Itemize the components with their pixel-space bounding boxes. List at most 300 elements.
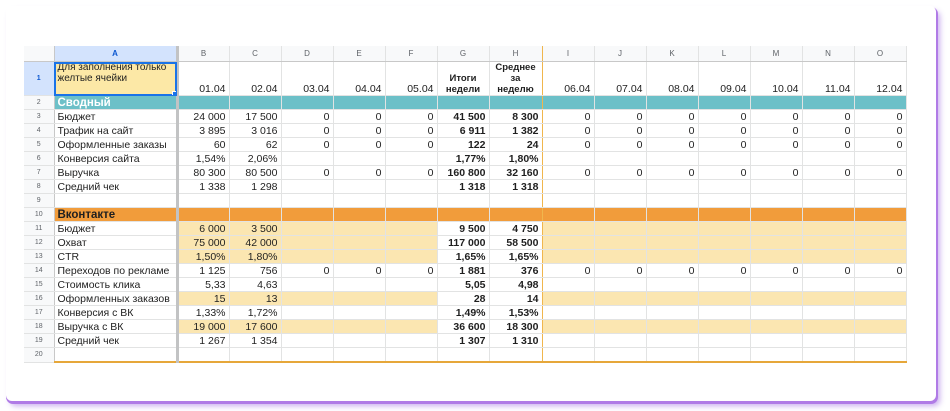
row-number-2[interactable]: 2 [24, 96, 54, 110]
cell[interactable] [229, 208, 281, 222]
day-value-cell[interactable] [646, 278, 698, 292]
day-value-cell[interactable]: 17 600 [229, 320, 281, 334]
column-header-H[interactable]: H [489, 46, 542, 62]
cell[interactable] [594, 208, 646, 222]
row-label[interactable]: Бюджет [54, 222, 177, 236]
day-value-cell[interactable] [802, 320, 854, 334]
day-value-cell[interactable] [750, 250, 802, 264]
cell[interactable] [437, 208, 489, 222]
day-value-cell[interactable] [750, 306, 802, 320]
row-label[interactable]: Трафик на сайт [54, 124, 177, 138]
week-total-cell[interactable]: 1 881 [437, 264, 489, 278]
day-value-cell[interactable] [854, 180, 906, 194]
row-number-14[interactable]: 14 [24, 264, 54, 278]
day-value-cell[interactable]: 0 [333, 166, 385, 180]
week-total-cell[interactable]: 41 500 [437, 110, 489, 124]
day-value-cell[interactable]: 0 [542, 138, 594, 152]
row-label[interactable]: Оформленные заказы [54, 138, 177, 152]
day-value-cell[interactable]: 42 000 [229, 236, 281, 250]
day-value-cell[interactable] [333, 152, 385, 166]
week-total-cell[interactable]: 1 318 [437, 180, 489, 194]
day-value-cell[interactable] [698, 292, 750, 306]
cell[interactable] [437, 348, 489, 363]
day-value-cell[interactable] [698, 250, 750, 264]
week-total-cell[interactable]: 36 600 [437, 320, 489, 334]
cell[interactable] [437, 194, 489, 208]
row-number-3[interactable]: 3 [24, 110, 54, 124]
day-value-cell[interactable]: 0 [854, 166, 906, 180]
week-total-cell[interactable]: 1,65% [437, 250, 489, 264]
day-value-cell[interactable]: 0 [854, 110, 906, 124]
cell[interactable] [646, 96, 698, 110]
day-value-cell[interactable] [854, 334, 906, 348]
day-value-cell[interactable]: 0 [802, 110, 854, 124]
row-number-1[interactable]: 1 [24, 62, 54, 96]
day-value-cell[interactable] [594, 292, 646, 306]
day-value-cell[interactable]: 1 298 [229, 180, 281, 194]
day-value-cell[interactable]: 1 125 [177, 264, 229, 278]
week-average-cell[interactable]: 32 160 [489, 166, 542, 180]
day-value-cell[interactable] [750, 320, 802, 334]
cell[interactable] [698, 208, 750, 222]
day-value-cell[interactable] [698, 278, 750, 292]
row-number-19[interactable]: 19 [24, 334, 54, 348]
day-value-cell[interactable] [385, 180, 437, 194]
day-value-cell[interactable] [854, 152, 906, 166]
day-value-cell[interactable]: 0 [802, 138, 854, 152]
row-number-13[interactable]: 13 [24, 250, 54, 264]
day-value-cell[interactable] [542, 334, 594, 348]
week-average-cell[interactable]: 1,80% [489, 152, 542, 166]
select-all-corner[interactable] [24, 46, 54, 62]
day-value-cell[interactable]: 62 [229, 138, 281, 152]
section-summary-title[interactable]: Сводный [54, 96, 177, 110]
cell[interactable] [229, 96, 281, 110]
day-value-cell[interactable] [333, 334, 385, 348]
week-total-cell[interactable]: 117 000 [437, 236, 489, 250]
date-header-cell[interactable]: 04.04 [333, 62, 385, 96]
column-header-G[interactable]: G [437, 46, 489, 62]
day-value-cell[interactable]: 0 [698, 110, 750, 124]
row-number-11[interactable]: 11 [24, 222, 54, 236]
row-number-12[interactable]: 12 [24, 236, 54, 250]
day-value-cell[interactable]: 0 [698, 166, 750, 180]
day-value-cell[interactable]: 2,06% [229, 152, 281, 166]
cell[interactable] [854, 96, 906, 110]
row-number-18[interactable]: 18 [24, 320, 54, 334]
day-value-cell[interactable] [646, 180, 698, 194]
cell[interactable] [802, 194, 854, 208]
cell[interactable] [281, 208, 333, 222]
day-value-cell[interactable] [542, 320, 594, 334]
day-value-cell[interactable] [281, 236, 333, 250]
cell[interactable] [54, 348, 177, 363]
day-value-cell[interactable]: 0 [594, 110, 646, 124]
row-label[interactable]: Выручка с ВК [54, 320, 177, 334]
day-value-cell[interactable]: 0 [594, 124, 646, 138]
day-value-cell[interactable]: 24 000 [177, 110, 229, 124]
selected-cell-instructions[interactable]: Для заполнения только желтые ячейки [54, 62, 177, 96]
day-value-cell[interactable] [333, 278, 385, 292]
column-header-E[interactable]: E [333, 46, 385, 62]
date-header-cell[interactable]: 05.04 [385, 62, 437, 96]
day-value-cell[interactable]: 80 300 [177, 166, 229, 180]
cell[interactable] [489, 208, 542, 222]
day-value-cell[interactable] [698, 306, 750, 320]
cell[interactable] [698, 194, 750, 208]
day-value-cell[interactable]: 1,54% [177, 152, 229, 166]
day-value-cell[interactable] [385, 250, 437, 264]
day-value-cell[interactable] [594, 152, 646, 166]
cell[interactable] [542, 348, 594, 363]
day-value-cell[interactable]: 0 [594, 264, 646, 278]
week-total-header[interactable]: Итоги недели [437, 62, 489, 96]
day-value-cell[interactable] [385, 278, 437, 292]
day-value-cell[interactable]: 0 [333, 110, 385, 124]
day-value-cell[interactable] [594, 334, 646, 348]
cell[interactable] [646, 208, 698, 222]
day-value-cell[interactable]: 3 016 [229, 124, 281, 138]
day-value-cell[interactable] [750, 292, 802, 306]
cell[interactable] [489, 348, 542, 363]
day-value-cell[interactable]: 0 [646, 110, 698, 124]
day-value-cell[interactable] [854, 222, 906, 236]
row-label[interactable]: Оформленных заказов [54, 292, 177, 306]
day-value-cell[interactable]: 0 [281, 264, 333, 278]
week-average-cell[interactable]: 24 [489, 138, 542, 152]
day-value-cell[interactable] [698, 222, 750, 236]
day-value-cell[interactable] [594, 278, 646, 292]
cell[interactable] [281, 96, 333, 110]
day-value-cell[interactable] [750, 334, 802, 348]
cell[interactable] [333, 194, 385, 208]
day-value-cell[interactable] [385, 236, 437, 250]
column-header-L[interactable]: L [698, 46, 750, 62]
date-header-cell[interactable]: 09.04 [698, 62, 750, 96]
cell[interactable] [229, 194, 281, 208]
day-value-cell[interactable] [802, 278, 854, 292]
day-value-cell[interactable]: 0 [750, 264, 802, 278]
day-value-cell[interactable]: 60 [177, 138, 229, 152]
cell[interactable] [385, 208, 437, 222]
day-value-cell[interactable]: 3 895 [177, 124, 229, 138]
day-value-cell[interactable]: 756 [229, 264, 281, 278]
day-value-cell[interactable]: 80 500 [229, 166, 281, 180]
day-value-cell[interactable]: 1,50% [177, 250, 229, 264]
day-value-cell[interactable]: 0 [802, 124, 854, 138]
day-value-cell[interactable] [333, 250, 385, 264]
day-value-cell[interactable] [646, 250, 698, 264]
week-average-cell[interactable]: 8 300 [489, 110, 542, 124]
week-total-cell[interactable]: 28 [437, 292, 489, 306]
day-value-cell[interactable]: 0 [646, 124, 698, 138]
day-value-cell[interactable] [385, 334, 437, 348]
day-value-cell[interactable]: 1 354 [229, 334, 281, 348]
day-value-cell[interactable] [802, 222, 854, 236]
week-average-cell[interactable]: 4 750 [489, 222, 542, 236]
day-value-cell[interactable] [281, 180, 333, 194]
day-value-cell[interactable]: 0 [646, 264, 698, 278]
week-average-cell[interactable]: 4,98 [489, 278, 542, 292]
row-label[interactable]: Бюджет [54, 110, 177, 124]
cell[interactable] [385, 348, 437, 363]
row-label[interactable]: Охват [54, 236, 177, 250]
date-header-cell[interactable]: 06.04 [542, 62, 594, 96]
day-value-cell[interactable]: 0 [750, 166, 802, 180]
day-value-cell[interactable] [594, 180, 646, 194]
day-value-cell[interactable] [333, 306, 385, 320]
row-number-8[interactable]: 8 [24, 180, 54, 194]
day-value-cell[interactable] [542, 278, 594, 292]
row-label[interactable]: Стоимость клика [54, 278, 177, 292]
day-value-cell[interactable]: 17 500 [229, 110, 281, 124]
day-value-cell[interactable]: 0 [802, 264, 854, 278]
day-value-cell[interactable] [594, 320, 646, 334]
day-value-cell[interactable]: 75 000 [177, 236, 229, 250]
cell[interactable] [385, 194, 437, 208]
day-value-cell[interactable]: 0 [281, 124, 333, 138]
week-total-cell[interactable]: 1,49% [437, 306, 489, 320]
day-value-cell[interactable]: 0 [854, 138, 906, 152]
day-value-cell[interactable] [385, 320, 437, 334]
date-header-cell[interactable]: 01.04 [177, 62, 229, 96]
cell[interactable] [698, 348, 750, 363]
day-value-cell[interactable] [281, 278, 333, 292]
cell[interactable] [854, 348, 906, 363]
day-value-cell[interactable] [698, 152, 750, 166]
cell[interactable] [698, 96, 750, 110]
day-value-cell[interactable] [646, 292, 698, 306]
column-header-J[interactable]: J [594, 46, 646, 62]
cell[interactable] [750, 348, 802, 363]
row-number-6[interactable]: 6 [24, 152, 54, 166]
column-header-N[interactable]: N [802, 46, 854, 62]
day-value-cell[interactable] [594, 222, 646, 236]
day-value-cell[interactable]: 6 000 [177, 222, 229, 236]
row-number-20[interactable]: 20 [24, 348, 54, 363]
week-average-cell[interactable]: 1,65% [489, 250, 542, 264]
week-total-cell[interactable]: 5,05 [437, 278, 489, 292]
week-average-cell[interactable]: 376 [489, 264, 542, 278]
day-value-cell[interactable] [385, 152, 437, 166]
day-value-cell[interactable]: 13 [229, 292, 281, 306]
cell[interactable] [437, 96, 489, 110]
day-value-cell[interactable] [750, 236, 802, 250]
day-value-cell[interactable]: 4,63 [229, 278, 281, 292]
week-total-cell[interactable]: 9 500 [437, 222, 489, 236]
column-header-O[interactable]: O [854, 46, 906, 62]
day-value-cell[interactable]: 0 [385, 138, 437, 152]
day-value-cell[interactable]: 0 [594, 166, 646, 180]
day-value-cell[interactable]: 0 [698, 138, 750, 152]
cell[interactable] [177, 348, 229, 363]
cell[interactable] [177, 208, 229, 222]
date-header-cell[interactable]: 12.04 [854, 62, 906, 96]
cell[interactable] [281, 348, 333, 363]
row-number-17[interactable]: 17 [24, 306, 54, 320]
day-value-cell[interactable] [698, 236, 750, 250]
day-value-cell[interactable] [594, 306, 646, 320]
row-label[interactable]: Средний чек [54, 180, 177, 194]
day-value-cell[interactable]: 0 [385, 264, 437, 278]
day-value-cell[interactable]: 0 [385, 166, 437, 180]
row-label[interactable]: Конверсия с ВК [54, 306, 177, 320]
row-label[interactable]: CTR [54, 250, 177, 264]
day-value-cell[interactable]: 0 [333, 138, 385, 152]
week-average-cell[interactable]: 58 500 [489, 236, 542, 250]
day-value-cell[interactable]: 5,33 [177, 278, 229, 292]
day-value-cell[interactable] [802, 306, 854, 320]
row-number-16[interactable]: 16 [24, 292, 54, 306]
column-header-M[interactable]: M [750, 46, 802, 62]
day-value-cell[interactable] [802, 236, 854, 250]
day-value-cell[interactable]: 1,72% [229, 306, 281, 320]
day-value-cell[interactable]: 0 [802, 166, 854, 180]
column-header-F[interactable]: F [385, 46, 437, 62]
day-value-cell[interactable] [281, 334, 333, 348]
day-value-cell[interactable] [281, 250, 333, 264]
column-header-C[interactable]: C [229, 46, 281, 62]
day-value-cell[interactable]: 1,80% [229, 250, 281, 264]
day-value-cell[interactable] [698, 180, 750, 194]
cell[interactable] [542, 96, 594, 110]
cell[interactable] [177, 96, 229, 110]
day-value-cell[interactable] [542, 250, 594, 264]
day-value-cell[interactable] [646, 306, 698, 320]
day-value-cell[interactable]: 0 [542, 110, 594, 124]
day-value-cell[interactable] [646, 334, 698, 348]
date-header-cell[interactable]: 03.04 [281, 62, 333, 96]
day-value-cell[interactable]: 0 [542, 166, 594, 180]
day-value-cell[interactable] [802, 292, 854, 306]
week-average-cell[interactable]: 1 382 [489, 124, 542, 138]
day-value-cell[interactable]: 19 000 [177, 320, 229, 334]
row-number-9[interactable]: 9 [24, 194, 54, 208]
day-value-cell[interactable] [333, 180, 385, 194]
row-label[interactable]: Переходов по рекламе [54, 264, 177, 278]
day-value-cell[interactable]: 0 [594, 138, 646, 152]
week-average-cell[interactable]: 18 300 [489, 320, 542, 334]
cell[interactable] [54, 194, 177, 208]
day-value-cell[interactable]: 0 [542, 124, 594, 138]
day-value-cell[interactable]: 1 338 [177, 180, 229, 194]
cell[interactable] [333, 348, 385, 363]
day-value-cell[interactable] [281, 152, 333, 166]
week-total-cell[interactable]: 6 911 [437, 124, 489, 138]
day-value-cell[interactable] [802, 152, 854, 166]
day-value-cell[interactable] [854, 306, 906, 320]
day-value-cell[interactable] [698, 320, 750, 334]
day-value-cell[interactable] [281, 222, 333, 236]
cell[interactable] [594, 194, 646, 208]
cell[interactable] [802, 348, 854, 363]
cell[interactable] [542, 194, 594, 208]
day-value-cell[interactable] [542, 292, 594, 306]
row-number-15[interactable]: 15 [24, 278, 54, 292]
day-value-cell[interactable] [750, 278, 802, 292]
date-header-cell[interactable]: 08.04 [646, 62, 698, 96]
fill-handle[interactable] [172, 91, 178, 96]
day-value-cell[interactable] [333, 320, 385, 334]
week-average-header[interactable]: Среднее за неделю [489, 62, 542, 96]
day-value-cell[interactable] [542, 180, 594, 194]
day-value-cell[interactable] [542, 236, 594, 250]
day-value-cell[interactable] [281, 306, 333, 320]
week-total-cell[interactable]: 1 307 [437, 334, 489, 348]
week-average-cell[interactable]: 1,53% [489, 306, 542, 320]
day-value-cell[interactable]: 0 [854, 264, 906, 278]
day-value-cell[interactable]: 0 [750, 138, 802, 152]
cell[interactable] [489, 194, 542, 208]
cell[interactable] [333, 96, 385, 110]
week-average-cell[interactable]: 1 318 [489, 180, 542, 194]
column-header-D[interactable]: D [281, 46, 333, 62]
column-header-B[interactable]: B [177, 46, 229, 62]
day-value-cell[interactable] [542, 306, 594, 320]
day-value-cell[interactable] [333, 292, 385, 306]
week-average-cell[interactable]: 1 310 [489, 334, 542, 348]
day-value-cell[interactable] [281, 292, 333, 306]
week-total-cell[interactable]: 1,77% [437, 152, 489, 166]
cell[interactable] [333, 208, 385, 222]
day-value-cell[interactable]: 0 [750, 124, 802, 138]
cell[interactable] [802, 208, 854, 222]
day-value-cell[interactable] [750, 152, 802, 166]
day-value-cell[interactable]: 0 [281, 138, 333, 152]
day-value-cell[interactable]: 15 [177, 292, 229, 306]
cell[interactable] [750, 208, 802, 222]
cell[interactable] [489, 96, 542, 110]
day-value-cell[interactable]: 0 [646, 166, 698, 180]
column-header-A[interactable]: A [54, 46, 177, 62]
day-value-cell[interactable] [385, 306, 437, 320]
day-value-cell[interactable] [750, 222, 802, 236]
column-header-K[interactable]: K [646, 46, 698, 62]
cell[interactable] [802, 96, 854, 110]
day-value-cell[interactable]: 0 [542, 264, 594, 278]
day-value-cell[interactable]: 0 [385, 124, 437, 138]
day-value-cell[interactable]: 0 [854, 124, 906, 138]
day-value-cell[interactable]: 0 [281, 110, 333, 124]
day-value-cell[interactable] [281, 320, 333, 334]
day-value-cell[interactable] [854, 292, 906, 306]
day-value-cell[interactable] [594, 236, 646, 250]
day-value-cell[interactable] [542, 222, 594, 236]
column-header-I[interactable]: I [542, 46, 594, 62]
day-value-cell[interactable] [333, 222, 385, 236]
week-average-cell[interactable]: 14 [489, 292, 542, 306]
day-value-cell[interactable] [646, 236, 698, 250]
cell[interactable] [229, 348, 281, 363]
day-value-cell[interactable] [802, 180, 854, 194]
day-value-cell[interactable] [594, 250, 646, 264]
day-value-cell[interactable] [854, 250, 906, 264]
cell[interactable] [177, 194, 229, 208]
row-label[interactable]: Выручка [54, 166, 177, 180]
day-value-cell[interactable]: 0 [333, 124, 385, 138]
day-value-cell[interactable] [802, 250, 854, 264]
cell[interactable] [385, 96, 437, 110]
day-value-cell[interactable]: 1 267 [177, 334, 229, 348]
week-total-cell[interactable]: 160 800 [437, 166, 489, 180]
day-value-cell[interactable] [385, 222, 437, 236]
row-number-5[interactable]: 5 [24, 138, 54, 152]
date-header-cell[interactable]: 02.04 [229, 62, 281, 96]
row-number-7[interactable]: 7 [24, 166, 54, 180]
day-value-cell[interactable]: 1,33% [177, 306, 229, 320]
day-value-cell[interactable] [854, 278, 906, 292]
day-value-cell[interactable] [750, 180, 802, 194]
